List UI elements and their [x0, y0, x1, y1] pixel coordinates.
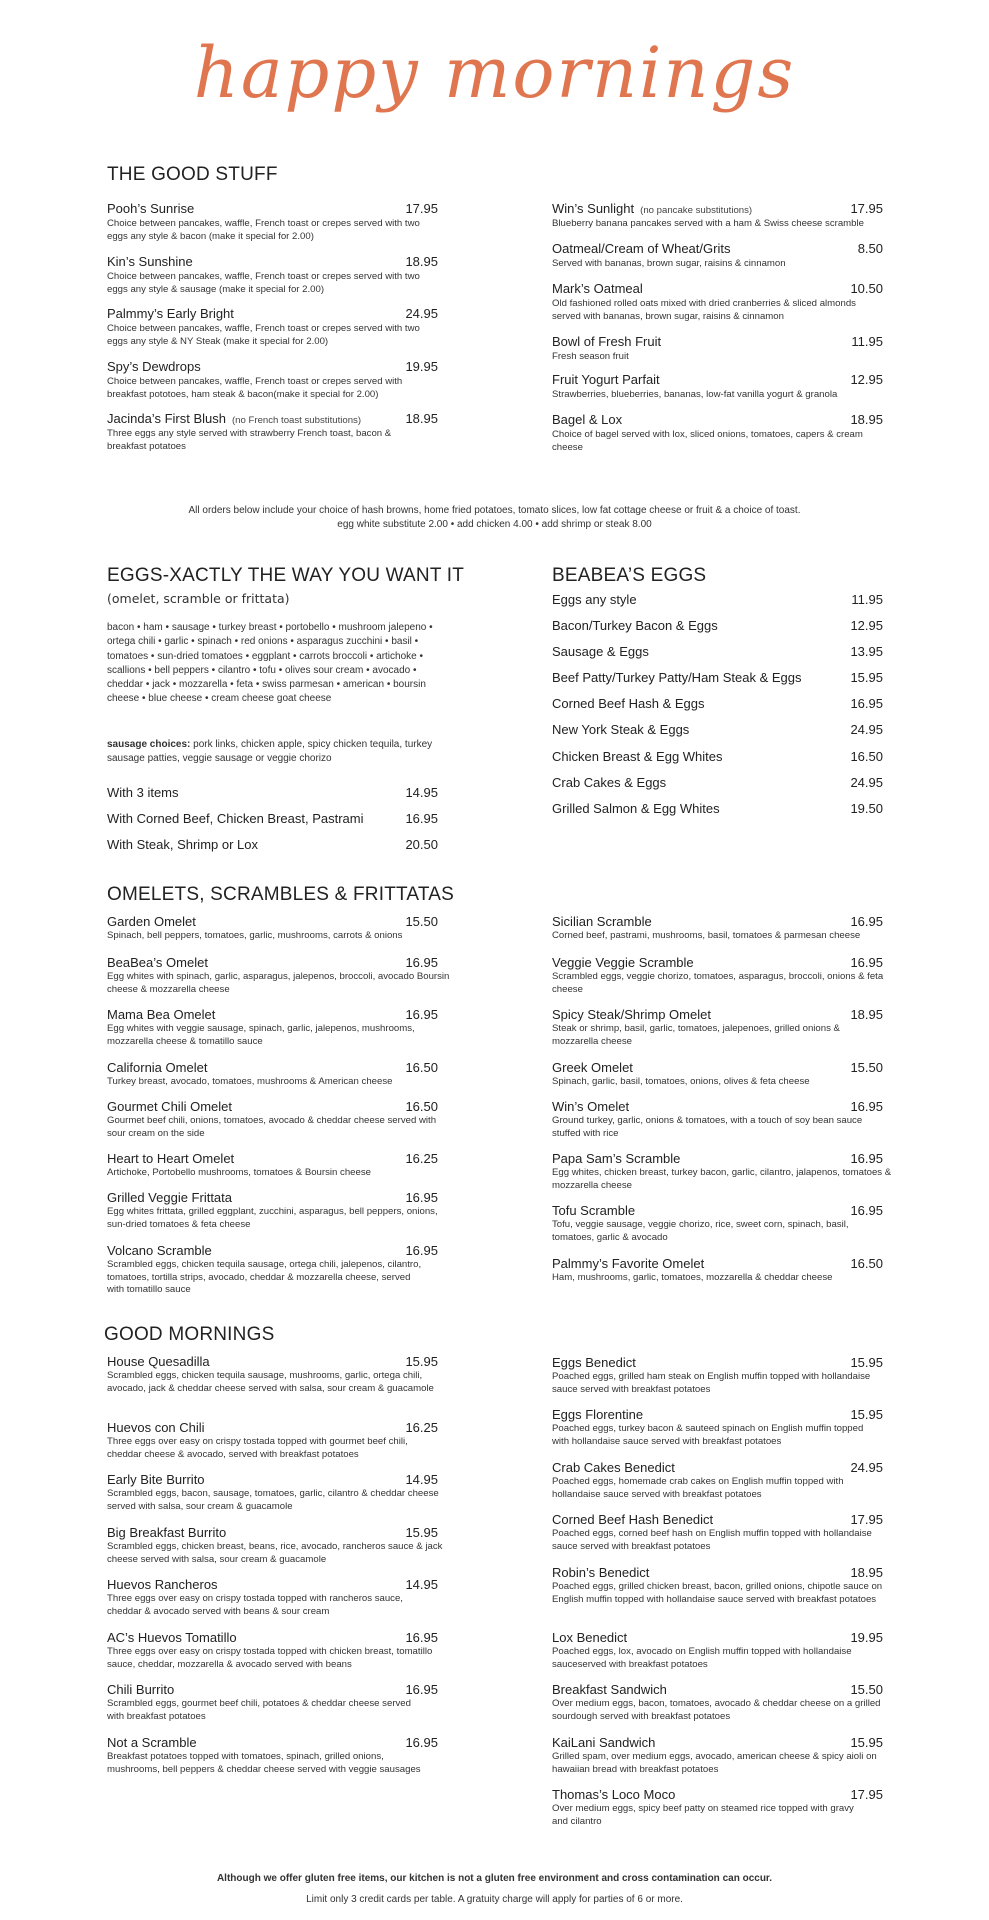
menu-item-price: 24.95 — [850, 1460, 883, 1475]
menu-item-name: Win’s Omelet — [552, 1099, 630, 1114]
section-title-good-stuff: THE GOOD STUFF — [107, 164, 278, 185]
menu-item-description: Over medium eggs, spicy beef patty on steamed rice topped with gravy and cilantro — [552, 1803, 854, 1827]
menu-item-name: Chicken Breast & Egg Whites — [552, 749, 723, 764]
menu-item-description: Three eggs any style served with strawberry French toast, bacon & breakfast potatoes — [107, 428, 392, 452]
menu-item-price: 16.95 — [850, 1151, 883, 1166]
menu-item-name: Eggs Benedict — [552, 1355, 636, 1370]
menu-item-price: 19.95 — [405, 359, 438, 374]
menu-item-name: Breakfast Sandwich — [552, 1682, 667, 1697]
gluten-disclaimer: Although we offer gluten free items, our kitchen is not a gluten free environment and cross contamination can occur. — [216, 1873, 773, 1884]
menu-item-description: Poached eggs, grilled ham steak on English muffin topped with hollandaise sauce served with breakfast potatoes — [552, 1371, 871, 1395]
menu-item-price: 17.95 — [850, 1512, 883, 1527]
menu-item-price: 8.50 — [857, 241, 883, 256]
menu-item-price: 18.95 — [850, 1565, 883, 1580]
menu-item-name: Grilled Veggie Frittata — [107, 1190, 233, 1205]
menu-item-description: Choice between pancakes, waffle, French toast or crepes served with two eggs any style & NY Steak (make it special for 2.00) — [107, 323, 420, 347]
menu-item-price: 18.95 — [405, 254, 438, 269]
section-subtitle: (omelet, scramble or frittata) — [107, 591, 290, 606]
menu-item-description: Blueberry banana pancakes served with a ham & Swiss cheese scramble — [552, 218, 864, 229]
menu-item-price: 16.25 — [405, 1151, 438, 1166]
menu-item-name: New York Steak & Eggs — [552, 722, 690, 737]
menu-item-name: Volcano Scramble — [107, 1243, 212, 1258]
menu-item-description: Poached eggs, homemade crab cakes on English muffin topped with hollandaise sauce served with breakfast potatoes — [552, 1476, 844, 1500]
menu-item-description: Poached eggs, turkey bacon & sauteed spinach on English muffin topped with hollandaise sauce served with breakfast potatoes — [552, 1423, 864, 1447]
menu-item-price: 13.95 — [850, 644, 883, 659]
menu-item-price: 24.95 — [850, 775, 883, 790]
section-title-omelets: OMELETS, SCRAMBLES & FRITTATAS — [107, 884, 454, 905]
sausage-choices — [107, 738, 437, 767]
menu-item-description: Egg whites with spinach, garlic, asparagus, jalepenos, broccoli, avocado Boursin cheese & mozzarella cheese — [107, 971, 450, 995]
menu-item-name: Gourmet Chili Omelet — [107, 1099, 232, 1114]
menu-item-name: Palmmy’s Favorite Omelet — [552, 1256, 705, 1271]
menu-item-name: Oatmeal/Cream of Wheat/Grits — [552, 241, 731, 256]
menu-item-description: Scrambled eggs, gourmet beef chili, potatoes & cheddar cheese served with breakfast potatoes — [107, 1698, 411, 1722]
menu-item-price: 19.95 — [850, 1630, 883, 1645]
menu-item-price: 12.95 — [850, 372, 883, 387]
menu-item-name: Crab Cakes Benedict — [552, 1460, 675, 1475]
menu-item-price: 15.50 — [850, 1060, 883, 1075]
menu-item-description: Corned beef, pastrami, mushrooms, basil, tomatoes & parmesan cheese — [552, 930, 861, 941]
menu-item-description: Scrambled eggs, bacon, sausage, tomatoes, garlic, cilantro & cheddar cheese served with salsa, sour cream & guacamole — [107, 1488, 439, 1512]
menu-item-description: Gourmet beef chili, onions, tomatoes, avocado & cheddar cheese served with sour cream on the side — [107, 1115, 437, 1139]
menu-item-price: 15.95 — [405, 1525, 438, 1540]
menu-item-name: AC’s Huevos Tomatillo — [107, 1630, 237, 1645]
menu-item-price: 16.95 — [405, 955, 438, 970]
menu-item-name: Bowl of Fresh Fruit — [552, 334, 662, 349]
menu-item-price: 14.95 — [405, 1577, 438, 1592]
sausage-text: pork links, chicken apple, spicy chicken tequila, turkey sausage patties, veggie sausage or veggie chorizo — [107, 739, 433, 765]
menu-item-description: Steak or shrimp, basil, garlic, tomatoes, jalepenoes, grilled onions & mozzarella cheese — [552, 1023, 840, 1047]
menu-item-name: Win’s Sunlight (no pancake substitutions) — [552, 201, 753, 216]
menu-item-description: Poached eggs, lox, avocado on English muffin topped with hollandaise sauceserved with breakfast potatoes — [552, 1646, 852, 1670]
menu-item-name: Papa Sam’s Scramble — [552, 1151, 681, 1166]
menu-item-price: 15.95 — [850, 1735, 883, 1750]
menu-item-description: Breakfast potatoes topped with tomatoes, spinach, grilled onions, mushrooms, bell peppers & cheddar cheese served with veggie sausages — [107, 1751, 421, 1775]
menu-item-description: Artichoke, Portobello mushrooms, tomatoes & Boursin cheese — [107, 1167, 371, 1178]
menu-item-name: Greek Omelet — [552, 1060, 633, 1075]
menu-item-description: Turkey breast, avocado, tomatoes, mushrooms & American cheese — [107, 1076, 393, 1087]
option-price: 14.95 — [405, 785, 438, 800]
sausage-label: sausage choices: — [107, 739, 191, 750]
menu-item-price: 15.50 — [850, 1682, 883, 1697]
menu-item-price: 16.95 — [405, 1735, 438, 1750]
menu-item-price: 16.50 — [405, 1099, 438, 1114]
menu-item-description: Tofu, veggie sausage, veggie chorizo, rice, sweet corn, spinach, basil, tomatoes, garlic & avocado — [552, 1219, 849, 1243]
menu-item-price: 16.95 — [405, 1190, 438, 1205]
menu-item-name: House Quesadilla — [107, 1354, 210, 1369]
menu-item-name: Huevos con Chili — [107, 1420, 205, 1435]
menu-item-name: Jacinda’s First Blush (no French toast substitutions) — [107, 411, 362, 426]
menu-item-price: 16.95 — [405, 1007, 438, 1022]
menu-item-name: Bagel & Lox — [552, 412, 623, 427]
menu-item-description: Ground turkey, garlic, onions & tomatoes, with a touch of soy bean sauce stuffed with rice — [552, 1115, 863, 1139]
option-price: 20.50 — [405, 837, 438, 852]
menu-item-name: Huevos Rancheros — [107, 1577, 218, 1592]
menu-item-description: Three eggs over easy on crispy tostada topped with chicken breast, tomatillo sauce, cheddar, mozzarella & avocado served with beans — [107, 1646, 433, 1670]
orders-note-line2: egg white substitute 2.00 • add chicken 4.00 • add shrimp or steak 8.00 — [337, 519, 652, 530]
menu-item-price: 16.95 — [850, 955, 883, 970]
menu-item-price: 16.50 — [850, 749, 883, 764]
menu-item-price: 14.95 — [405, 1472, 438, 1487]
menu-item-price: 16.95 — [850, 696, 883, 711]
menu-item-name: Early Bite Burrito — [107, 1472, 205, 1487]
menu-item-description: Scrambled eggs, chicken breast, beans, rice, avocado, rancheros sauce & jack cheese served with salsa, sour cream & guacamole — [107, 1541, 443, 1565]
menu-item-name: Mama Bea Omelet — [107, 1007, 216, 1022]
menu-item-name: Fruit Yogurt Parfait — [552, 372, 660, 387]
menu-item-price: 15.95 — [850, 1355, 883, 1370]
menu-item-description: Choice between pancakes, waffle, French toast or crepes served with breakfast pototoes, ham steak & bacon(make it special for 2.00) — [107, 376, 403, 400]
menu-item-name: Bacon/Turkey Bacon & Eggs — [552, 618, 718, 633]
menu-item-name: California Omelet — [107, 1060, 208, 1075]
menu-item-name: Lox Benedict — [552, 1630, 628, 1645]
menu-item-price: 12.95 — [850, 618, 883, 633]
section-title-good-mornings: GOOD MORNINGS — [104, 1324, 275, 1345]
menu-item-description: Old fashioned rolled oats mixed with dried cranberries & sliced almonds served with bananas, brown sugar, raisins & cinnamon — [552, 298, 856, 322]
menu-item-price: 11.95 — [851, 592, 883, 607]
menu-item-description: Strawberries, blueberries, bananas, low-fat vanilla yogurt & granola — [552, 389, 838, 400]
menu-item-name: Not a Scramble — [107, 1735, 197, 1750]
menu-item-price: 15.50 — [405, 914, 438, 929]
menu-item-price: 19.50 — [850, 801, 883, 816]
menu-item-price: 16.25 — [405, 1420, 438, 1435]
menu-item-description: Spinach, bell peppers, tomatoes, garlic, mushrooms, carrots & onions — [107, 930, 403, 941]
menu-item-name: Robin’s Benedict — [552, 1565, 650, 1580]
menu-item-name: Kin’s Sunshine — [107, 254, 193, 269]
menu-item-description: Egg whites with veggie sausage, spinach, garlic, jalepenos, mushrooms, mozzarella cheese & tomatillo sauce — [107, 1023, 415, 1047]
option-name: With Steak, Shrimp or Lox — [107, 837, 258, 852]
option-price: 16.95 — [405, 811, 438, 826]
menu-item-price: 16.95 — [850, 914, 883, 929]
menu-item-price: 16.50 — [850, 1256, 883, 1271]
menu-item-name: Thomas’s Loco Moco — [552, 1787, 676, 1802]
menu-item-name: BeaBea’s Omelet — [107, 955, 208, 970]
ingredient-list: bacon • ham • sausage • turkey breast • portobello • mushroom jalepeno • ortega chili • garlic • spinach • red onions • asparagus zucchini • basil • tomatoes • sun-dried tomatoes • eggplant • carrots broccoli • artichoke • scallions • bell peppers • cilantro • tofu • olives sour cream • avocado • cheddar • jack • mozzarella • feta • swiss parmesan • american • boursin cheese • blue cheese • cream cheese goat cheese — [107, 622, 433, 705]
menu-item-description: Over medium eggs, bacon, tomatoes, avocado & cheddar cheese on a grilled sourdough served with breakfast potatoes — [552, 1698, 881, 1722]
menu-item-price: 24.95 — [405, 306, 438, 321]
menu-item-price: 16.95 — [850, 1099, 883, 1114]
menu-item-description: Egg whites frittata, grilled eggplant, zucchini, asparagus, bell peppers, onions, sun-dried tomatoes & feta cheese — [107, 1206, 438, 1230]
option-name: With Corned Beef, Chicken Breast, Pastrami — [107, 811, 364, 826]
menu-item-description: Grilled spam, over medium eggs, avocado, american cheese & spicy aioli on hawaiian bread with breakfast potatoes — [552, 1751, 877, 1775]
menu-item-name: Grilled Salmon & Egg Whites — [552, 801, 720, 816]
menu-item-description: Fresh season fruit — [552, 351, 629, 362]
credit-card-note: Limit only 3 credit cards per table. A gratuity charge will apply for parties of 6 or more. — [306, 1894, 683, 1905]
menu-item-name: Big Breakfast Burrito — [107, 1525, 227, 1540]
menu-item-name: Sicilian Scramble — [552, 914, 652, 929]
menu-item-price: 15.95 — [405, 1354, 438, 1369]
menu-item-name: Spicy Steak/Shrimp Omelet — [552, 1007, 711, 1022]
menu-item-description: Spinach, garlic, basil, tomatoes, onions, olives & feta cheese — [552, 1076, 810, 1087]
menu-item-price: 17.95 — [850, 201, 883, 216]
orders-note-line1: All orders below include your choice of hash browns, home fried potatoes, tomato slices, low fat cottage cheese or fruit & a choice of toast. — [188, 505, 801, 516]
menu-item-price: 16.95 — [405, 1243, 438, 1258]
menu-item-name: Garden Omelet — [107, 914, 196, 929]
menu-item-price: 10.50 — [850, 281, 883, 296]
restaurant-logo: happy mornings — [193, 32, 796, 114]
section-title-beabea: BEABEA’S EGGS — [552, 565, 707, 586]
menu-item-note: (no pancake substitutions) — [640, 205, 753, 216]
menu-item-price: 15.95 — [850, 670, 883, 685]
menu-item-name: Spy’s Dewdrops — [107, 359, 201, 374]
menu-item-name: Mark’s Oatmeal — [552, 281, 643, 296]
menu-item-name: Eggs Florentine — [552, 1407, 644, 1422]
menu-item-description: Scrambled eggs, chicken tequila sausage, ortega chili, jalepenos, cilantro, tomatoes, tortilla strips, avocado, cheddar & mozzarella cheese, served with tomatillo sauce — [107, 1259, 422, 1296]
menu-item-name: Veggie Veggie Scramble — [552, 955, 694, 970]
menu-item-name: Eggs any style — [552, 592, 637, 607]
menu-item-name: Sausage & Eggs — [552, 644, 649, 659]
menu-item-name: Tofu Scramble — [552, 1203, 636, 1218]
menu-item-description: Scrambled eggs, veggie chorizo, tomatoes, asparagus, broccoli, onions & feta cheese — [552, 971, 884, 995]
menu-item-description: Three eggs over easy on crispy tostada topped with rancheros sauce, cheddar & avocado served with beans & sour cream — [107, 1593, 403, 1617]
section-title-eggsactly: EGGS-XACTLY THE WAY YOU WANT IT — [107, 565, 465, 586]
menu-item-name: Corned Beef Hash & Eggs — [552, 696, 705, 711]
menu-item-name: Pooh’s Sunrise — [107, 201, 195, 216]
menu-item-price: 16.95 — [405, 1682, 438, 1697]
menu-item-name: Beef Patty/Turkey Patty/Ham Steak & Eggs — [552, 670, 802, 685]
menu-item-description: Poached eggs, grilled chicken breast, bacon, grilled onions, chipotle sauce on English muffin topped with hollandaise sauce served with breakfast potatoes — [552, 1581, 883, 1605]
menu-item-description: Egg whites, chicken breast, turkey bacon, garlic, cilantro, jalapenos, tomatoes & mozzarella cheese — [552, 1167, 892, 1191]
menu-item-price: 24.95 — [850, 722, 883, 737]
option-name: With 3 items — [107, 785, 179, 800]
menu-item-price: 17.95 — [850, 1787, 883, 1802]
menu-item-name: Heart to Heart Omelet — [107, 1151, 235, 1166]
menu-item-price: 18.95 — [850, 412, 883, 427]
menu-item-price: 18.95 — [405, 411, 438, 426]
menu-item-description: Choice of bagel served with lox, sliced onions, tomatoes, capers & cream cheese — [552, 429, 863, 453]
menu-item-note: (no French toast substitutions) — [231, 415, 362, 426]
menu-item-name: Crab Cakes & Eggs — [552, 775, 667, 790]
menu-item-description: Choice between pancakes, waffle, French toast or crepes served with two eggs any style & sausage (make it special for 2.00) — [107, 271, 420, 295]
menu-item-description: Choice between pancakes, waffle, French toast or crepes served with two eggs any style & bacon (make it special for 2.00) — [107, 218, 420, 242]
menu-item-price: 18.95 — [850, 1007, 883, 1022]
menu-item-name: Corned Beef Hash Benedict — [552, 1512, 714, 1527]
menu-item-price: 16.95 — [850, 1203, 883, 1218]
menu-item-price: 16.95 — [405, 1630, 438, 1645]
menu-item-description: Poached eggs, corned beef hash on English muffin topped with hollandaise sauce served with breakfast potatoes — [552, 1528, 872, 1552]
menu-item-description: Served with bananas, brown sugar, raisins & cinnamon — [552, 258, 786, 269]
menu-item-price: 11.95 — [851, 334, 883, 349]
menu-item-name: Chili Burrito — [107, 1682, 175, 1697]
menu-item-description: Scrambled eggs, chicken tequila sausage, mushrooms, garlic, ortega chili, avocado, jack & cheddar cheese served with salsa, sour cream & guacamole — [107, 1370, 434, 1394]
menu-item-name: KaiLani Sandwich — [552, 1735, 656, 1750]
menu-item-description: Three eggs over easy on crispy tostada topped with gourmet beef chili, cheddar cheese & avocado, served with breakfast potatoes — [107, 1436, 408, 1460]
menu-item-name: Palmmy’s Early Bright — [107, 306, 234, 321]
menu-item-price: 17.95 — [405, 201, 438, 216]
menu-item-price: 15.95 — [850, 1407, 883, 1422]
menu-item-price: 16.50 — [405, 1060, 438, 1075]
menu-item-description: Ham, mushrooms, garlic, tomatoes, mozzarella & cheddar cheese — [552, 1272, 833, 1283]
